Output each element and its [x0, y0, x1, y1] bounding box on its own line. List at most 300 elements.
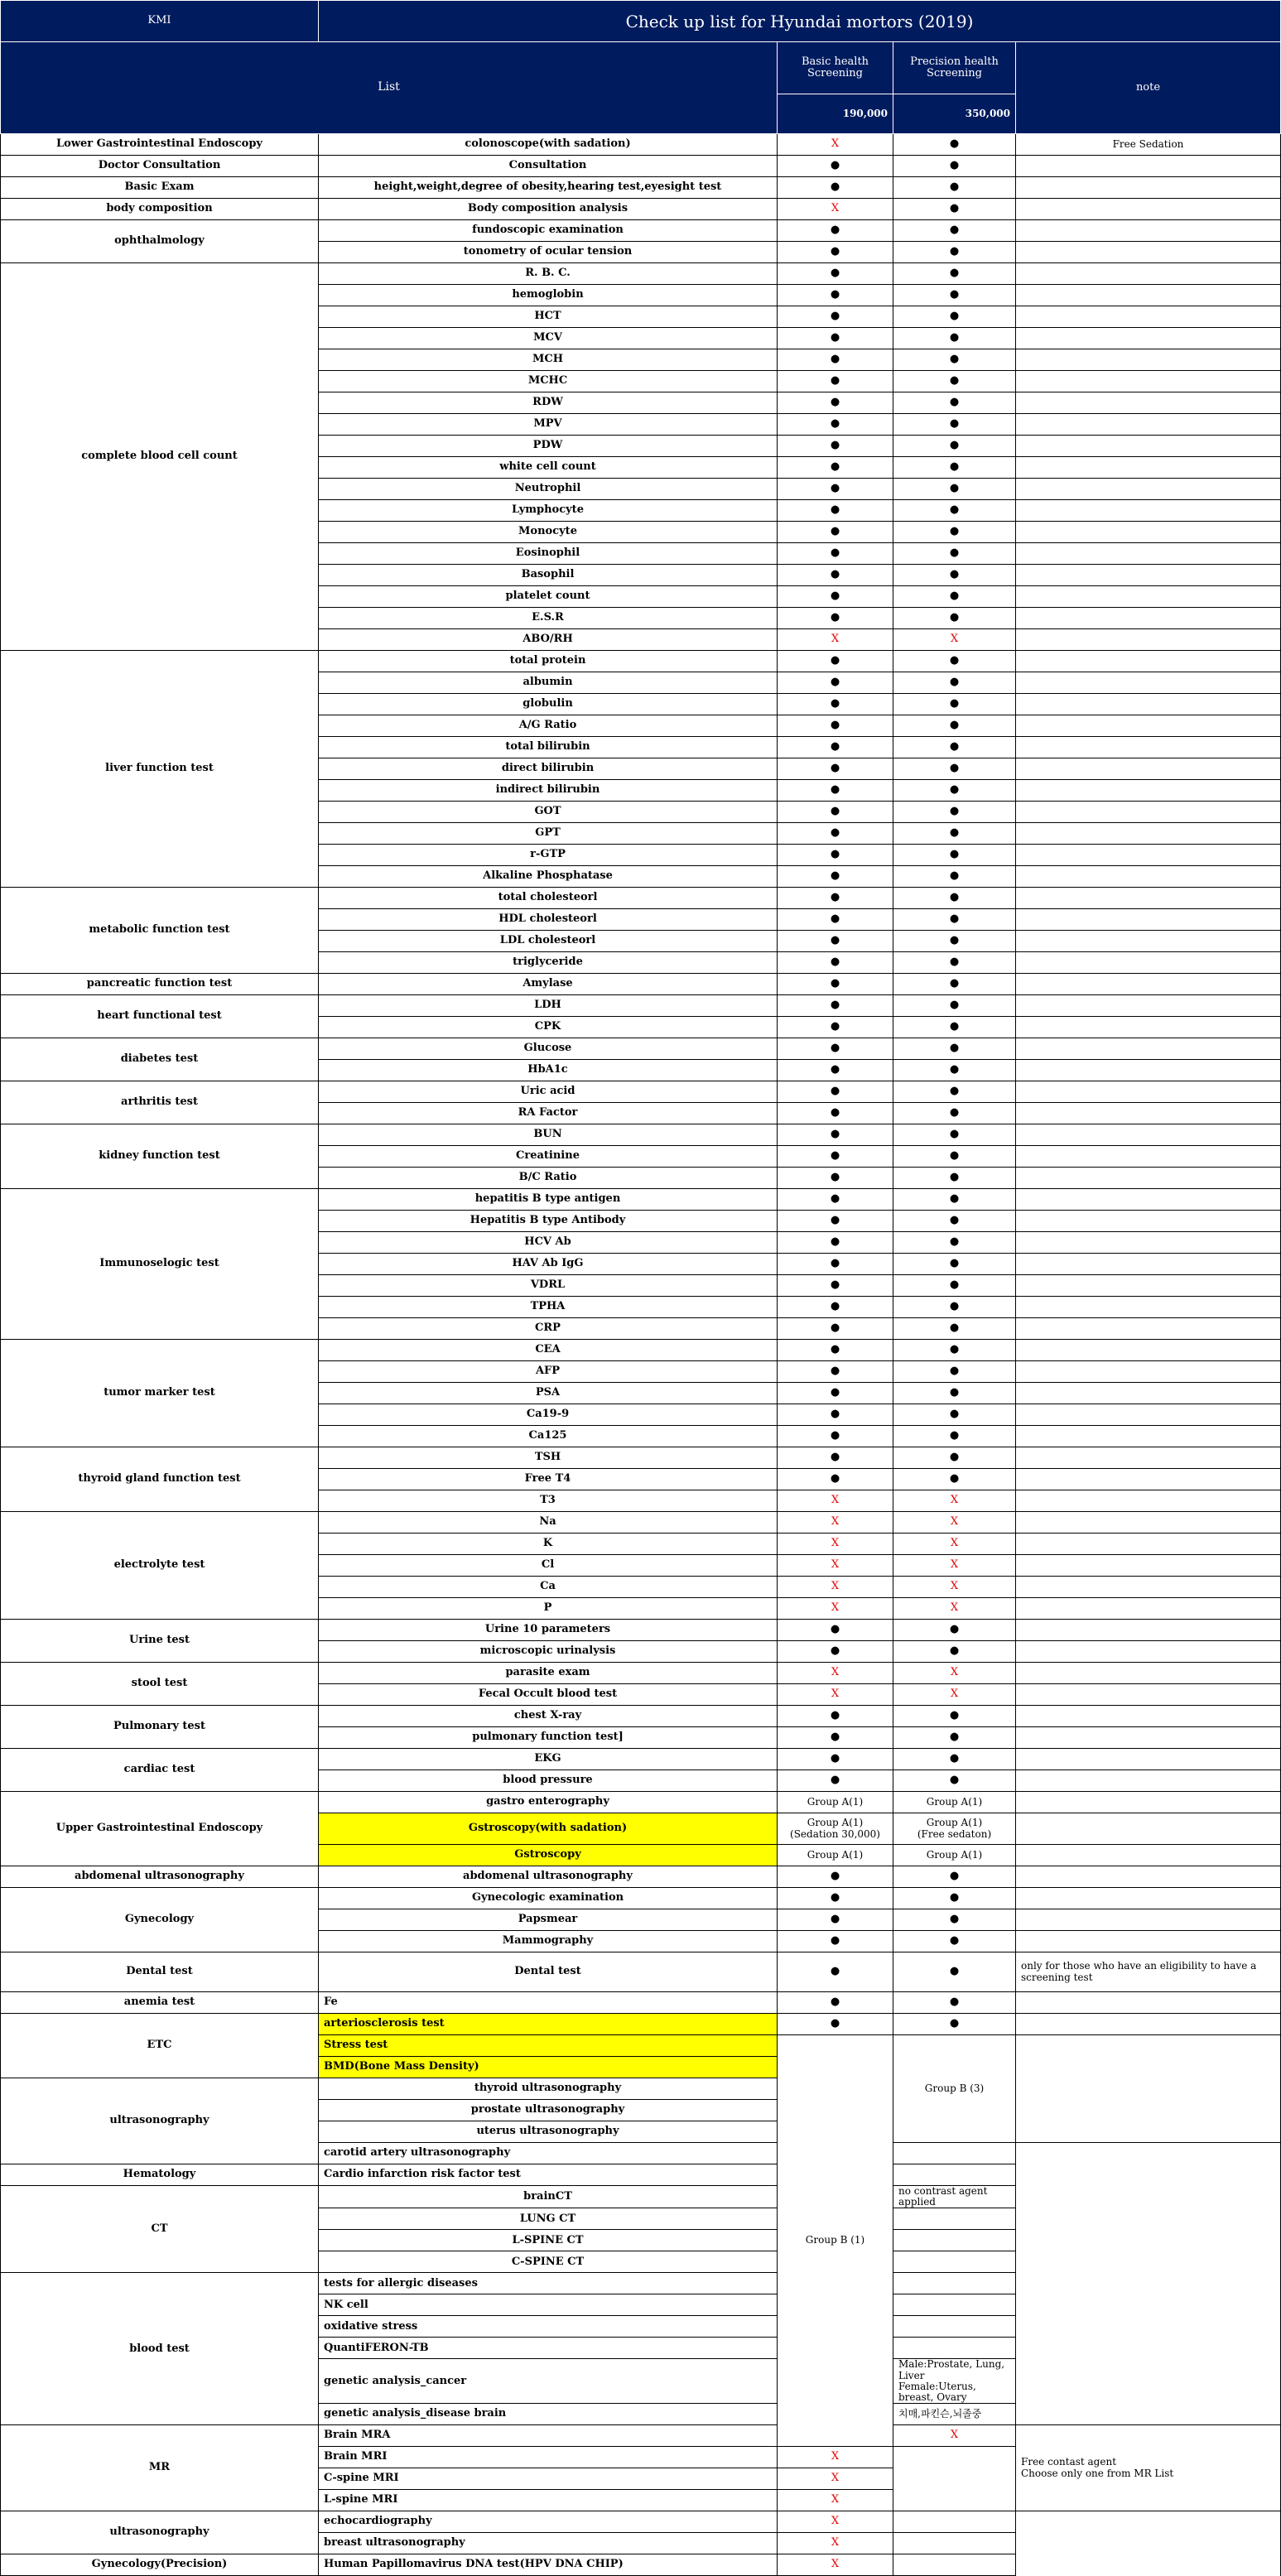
basic-cell: ● — [778, 909, 893, 931]
item-cell: Stress test — [319, 2035, 778, 2057]
item-cell: colonoscope(with sadation) — [319, 134, 778, 156]
note-cell — [1016, 672, 1281, 694]
item-cell: TSH — [319, 1447, 778, 1469]
basic-cell: ● — [778, 1866, 893, 1888]
table-row — [1, 1663, 1281, 1684]
category-cell: ultrasonography — [1, 2078, 319, 2164]
table-row — [1, 1038, 1281, 1060]
item-cell: Brain MRI — [319, 2447, 778, 2468]
item-cell: oxidative stress — [319, 2316, 778, 2338]
table-row — [1, 220, 1281, 242]
note-cell — [1016, 586, 1281, 608]
group-label: Group A(1) — [807, 1817, 864, 1829]
note-cell — [1016, 1103, 1281, 1124]
item-cell: tests for allergic diseases — [319, 2273, 778, 2294]
precision-cell: ● — [893, 371, 1016, 392]
basic-cell: ● — [778, 866, 893, 888]
item-cell: L-SPINE CT — [319, 2230, 778, 2251]
table-row — [1, 134, 1281, 156]
note-cell: 치매,파킨슨,뇌졸중 — [893, 2404, 1016, 2425]
item-cell: Papsmear — [319, 1909, 778, 1931]
precision-cell: Group A(1) — [893, 1792, 1016, 1813]
category-cell: Immunoselogic test — [1, 1189, 319, 1340]
item-cell: Urine 10 parameters — [319, 1620, 778, 1641]
basic-cell: ● — [778, 1103, 893, 1124]
precision-cell: ● — [893, 328, 1016, 349]
item-cell: A/G Ratio — [319, 715, 778, 737]
precision-cell — [893, 1813, 1016, 1845]
basic-cell: ● — [778, 1318, 893, 1340]
item-cell: PDW — [319, 436, 778, 457]
note-cell — [1016, 629, 1281, 651]
precision-cell: ● — [893, 651, 1016, 672]
item-cell: r-GTP — [319, 845, 778, 866]
precision-cell: ● — [893, 1211, 1016, 1232]
note-cell — [1016, 1555, 1281, 1577]
item-cell: direct bilirubin — [319, 758, 778, 780]
item-cell: Basophil — [319, 565, 778, 586]
basic-cell: X — [778, 1684, 893, 1706]
basic-cell: X — [778, 2554, 893, 2576]
precision-cell: ● — [893, 1275, 1016, 1297]
note-cell — [1016, 1577, 1281, 1598]
basic-cell: ● — [778, 1211, 893, 1232]
precision-cell: ● — [893, 888, 1016, 909]
precision-cell: ● — [893, 1060, 1016, 1081]
precision-cell: ● — [893, 1124, 1016, 1146]
category-cell: electrolyte test — [1, 1512, 319, 1620]
note-cell — [1016, 608, 1281, 629]
precision-cell: ● — [893, 1340, 1016, 1361]
item-cell: GOT — [319, 802, 778, 823]
note-cell — [1016, 1038, 1281, 1060]
table-row — [1, 1749, 1281, 1770]
precision-cell: ● — [893, 1620, 1016, 1641]
basic-cell: ● — [778, 1888, 893, 1909]
precision-cell: ● — [893, 995, 1016, 1017]
item-cell: Gstroscopy(with sadation) — [319, 1813, 778, 1845]
item-cell: Gstroscopy — [319, 1845, 778, 1866]
precision-cell: ● — [893, 349, 1016, 371]
note-cell — [1016, 1146, 1281, 1168]
item-cell: K — [319, 1534, 778, 1555]
basic-cell: ● — [778, 177, 893, 199]
note-cell — [1016, 522, 1281, 543]
item-cell: Body composition analysis — [319, 199, 778, 220]
basic-cell: ● — [778, 995, 893, 1017]
basic-cell: ● — [778, 1124, 893, 1146]
note-cell — [1016, 1318, 1281, 1340]
category-cell: abdomenal ultrasonography — [1, 1866, 319, 1888]
category-cell: liver function test — [1, 651, 319, 888]
note-cell — [1016, 1727, 1281, 1749]
note-cell — [1016, 1017, 1281, 1038]
basic-cell: ● — [778, 156, 893, 177]
page-title: Check up list for Hyundai mortors (2019) — [319, 1, 1281, 42]
precision-cell: ● — [893, 522, 1016, 543]
item-cell: Consultation — [319, 156, 778, 177]
item-cell: EKG — [319, 1749, 778, 1770]
note-cell — [1016, 780, 1281, 802]
item-cell: Fecal Occult blood test — [319, 1684, 778, 1706]
table-row — [1, 888, 1281, 909]
checkup-tail — [1, 1792, 1281, 2576]
category-cell: diabetes test — [1, 1038, 319, 1081]
item-cell: white cell count — [319, 457, 778, 479]
org-name: KMI — [1, 1, 319, 42]
table-row — [1, 1620, 1281, 1641]
item-cell: TPHA — [319, 1297, 778, 1318]
item-cell: RDW — [319, 392, 778, 414]
category-cell: Urine test — [1, 1620, 319, 1663]
note-cell — [1016, 1598, 1281, 1620]
item-cell: CEA — [319, 1340, 778, 1361]
basic-cell: X — [778, 2468, 893, 2490]
note-cell — [1016, 1211, 1281, 1232]
note-cell — [1016, 1340, 1281, 1361]
item-cell: NK cell — [319, 2294, 778, 2316]
table-row — [1, 177, 1281, 199]
note-cell — [1016, 1426, 1281, 1447]
note-cell — [893, 2230, 1016, 2251]
item-cell: Free T4 — [319, 1469, 778, 1490]
item-cell: Cardio infarction risk factor test — [319, 2164, 778, 2186]
item-cell: P — [319, 1598, 778, 1620]
basic-cell: X — [893, 2425, 1016, 2447]
basic-cell: ● — [778, 1952, 893, 1992]
basic-cell: X — [778, 134, 893, 156]
precision-cell: ● — [893, 1931, 1016, 1952]
basic-cell: ● — [778, 1297, 893, 1318]
precision-cell: X — [893, 1684, 1016, 1706]
basic-cell: ● — [778, 1189, 893, 1211]
table-row — [1, 1340, 1281, 1361]
basic-price: 190,000 — [778, 94, 893, 134]
item-cell: triglyceride — [319, 952, 778, 974]
item-cell: hepatitis B type antigen — [319, 1189, 778, 1211]
basic-cell: ● — [778, 888, 893, 909]
item-cell: LDL cholesteorl — [319, 931, 778, 952]
basic-cell: ● — [778, 1931, 893, 1952]
precision-cell: ● — [893, 1318, 1016, 1340]
item-cell: HbA1c — [319, 1060, 778, 1081]
precision-cell: ● — [893, 1189, 1016, 1211]
precision-cell: ● — [893, 1706, 1016, 1727]
item-cell: RA Factor — [319, 1103, 778, 1124]
basic-cell: ● — [778, 2014, 893, 2035]
note-cell — [1016, 715, 1281, 737]
group-b3-cell: Group B (3) — [893, 2035, 1016, 2143]
basic-cell: Group A(1) — [778, 1792, 893, 1813]
note-cell — [893, 2554, 1016, 2576]
precision-cell: ● — [893, 220, 1016, 242]
note-cell — [1016, 156, 1281, 177]
note-cell — [1016, 1866, 1281, 1888]
note-cell — [1016, 2035, 1281, 2143]
basic-cell: ● — [778, 1641, 893, 1663]
note-cell — [1016, 1361, 1281, 1383]
basic-cell: ● — [778, 1361, 893, 1383]
basic-cell: X — [778, 629, 893, 651]
basic-cell: ● — [778, 1404, 893, 1426]
basic-cell: Group A(1) — [778, 1845, 893, 1866]
precision-cell: ● — [893, 974, 1016, 995]
item-cell: Creatinine — [319, 1146, 778, 1168]
precision-cell: ● — [893, 1081, 1016, 1103]
checkup-body — [1, 134, 1281, 1792]
note-cell — [1016, 931, 1281, 952]
item-cell: CPK — [319, 1017, 778, 1038]
category-cell: MR — [1, 2425, 319, 2511]
precision-cell: ● — [893, 1888, 1016, 1909]
precision-cell: ● — [893, 1469, 1016, 1490]
note-cell — [893, 2143, 1016, 2164]
item-cell: indirect bilirubin — [319, 780, 778, 802]
category-cell: arthritis test — [1, 1081, 319, 1124]
basic-cell: ● — [778, 1081, 893, 1103]
item-cell: HAV Ab IgG — [319, 1254, 778, 1275]
table-row — [1, 263, 1281, 285]
note-cell — [1016, 823, 1281, 845]
note-cell — [1016, 1845, 1281, 1866]
item-cell: Neutrophil — [319, 479, 778, 500]
category-cell: ETC — [1, 2014, 319, 2078]
basic-cell: X — [778, 1663, 893, 1684]
item-cell: echocardiography — [319, 2511, 778, 2533]
category-cell: Basic Exam — [1, 177, 319, 199]
category-cell: Gynecology — [1, 1888, 319, 1952]
note-cell — [1016, 1620, 1281, 1641]
basic-cell: ● — [778, 1060, 893, 1081]
basic-cell: X — [778, 1512, 893, 1534]
note-cell — [1016, 802, 1281, 823]
item-cell: Human Papillomavirus DNA test(HPV DNA CHIP) — [319, 2554, 778, 2576]
note-cell — [1016, 220, 1281, 242]
note-line: Choose only one from MR List — [1021, 2467, 1174, 2479]
note-cell — [1016, 1168, 1281, 1189]
basic-cell: ● — [778, 1275, 893, 1297]
item-cell: carotid artery ultrasonography — [319, 2143, 778, 2164]
item-cell: HDL cholesteorl — [319, 909, 778, 931]
note-cell: Free Sedation — [1016, 134, 1281, 156]
note-cell — [1016, 758, 1281, 780]
precision-cell: ● — [893, 543, 1016, 565]
note-cell — [1016, 1060, 1281, 1081]
item-cell: BMD(Bone Mass Density) — [319, 2057, 778, 2078]
category-cell: Gynecology(Precision) — [1, 2554, 319, 2576]
item-cell: HCV Ab — [319, 1232, 778, 1254]
note-cell — [1016, 1081, 1281, 1103]
precision-cell: ● — [893, 845, 1016, 866]
note-cell — [1016, 651, 1281, 672]
note-cell — [1016, 1124, 1281, 1146]
group-sub: (Free sedaton) — [917, 1827, 992, 1840]
note-cell — [1016, 974, 1281, 995]
item-cell: QuantiFERON-TB — [319, 2338, 778, 2359]
item-cell: VDRL — [319, 1275, 778, 1297]
note-cell — [893, 2164, 1016, 2186]
note-cell — [1016, 1447, 1281, 1469]
precision-cell: ● — [893, 1361, 1016, 1383]
note-cell — [1016, 436, 1281, 457]
precision-cell: ● — [893, 177, 1016, 199]
item-cell: gastro enterography — [319, 1792, 778, 1813]
precision-cell: ● — [893, 1952, 1016, 1992]
table-row — [1, 651, 1281, 672]
note-line: Male:Prostate, Lung, Liver — [898, 2358, 1005, 2381]
basic-cell: ● — [778, 1038, 893, 1060]
table-row — [1, 1124, 1281, 1146]
category-cell: thyroid gland function test — [1, 1447, 319, 1512]
note-cell — [1016, 1297, 1281, 1318]
group-label: Group A(1) — [926, 1817, 983, 1829]
item-cell: Lymphocyte — [319, 500, 778, 522]
basic-cell: ● — [778, 565, 893, 586]
basic-cell: ● — [778, 328, 893, 349]
item-cell: blood pressure — [319, 1770, 778, 1792]
note-cell — [1016, 694, 1281, 715]
note-cell — [1016, 866, 1281, 888]
precision-cell: ● — [893, 565, 1016, 586]
item-cell: GPT — [319, 823, 778, 845]
precision-cell: ● — [893, 1447, 1016, 1469]
group-b1-cell: Group B (1) — [778, 2035, 893, 2447]
basic-header: Basic health Screening — [778, 42, 893, 94]
note-cell — [1016, 2425, 1281, 2511]
precision-cell: ● — [893, 1727, 1016, 1749]
category-cell: CT — [1, 2186, 319, 2273]
note-cell — [1016, 1706, 1281, 1727]
note-line: Female:Uterus, breast, Ovary — [898, 2380, 976, 2403]
note-cell — [1016, 888, 1281, 909]
group-sub: (Sedation 30,000) — [790, 1827, 880, 1840]
category-cell: Lower Gastrointestinal Endoscopy — [1, 134, 319, 156]
basic-cell: X — [778, 1598, 893, 1620]
precision-cell: ● — [893, 1404, 1016, 1426]
basic-cell: ● — [778, 1727, 893, 1749]
precision-cell: X — [893, 1534, 1016, 1555]
basic-cell: ● — [778, 1706, 893, 1727]
precision-cell: ● — [893, 479, 1016, 500]
item-cell: Glucose — [319, 1038, 778, 1060]
table-row — [1, 199, 1281, 220]
item-cell: Ca19-9 — [319, 1404, 778, 1426]
basic-cell: ● — [778, 414, 893, 436]
note-cell — [1016, 1749, 1281, 1770]
note-cell — [1016, 1641, 1281, 1663]
table-row — [1, 1189, 1281, 1211]
precision-cell: ● — [893, 694, 1016, 715]
note-cell — [1016, 500, 1281, 522]
note-cell — [893, 2316, 1016, 2338]
item-cell: microscopic urinalysis — [319, 1641, 778, 1663]
item-cell: C-spine MRI — [319, 2468, 778, 2490]
precision-cell: ● — [893, 1909, 1016, 1931]
item-cell: AFP — [319, 1361, 778, 1383]
note-cell — [1016, 1275, 1281, 1297]
precision-cell: ● — [893, 1232, 1016, 1254]
basic-cell: ● — [778, 672, 893, 694]
precision-cell: ● — [893, 1254, 1016, 1275]
precision-cell: X — [893, 1555, 1016, 1577]
note-cell — [1016, 565, 1281, 586]
item-cell: Ca — [319, 1577, 778, 1598]
precision-cell: ● — [893, 672, 1016, 694]
note-cell — [1016, 845, 1281, 866]
item-cell: arteriosclerosis test — [319, 2014, 778, 2035]
item-cell: Fe — [319, 1992, 778, 2014]
basic-cell: ● — [778, 931, 893, 952]
item-cell: T3 — [319, 1490, 778, 1512]
precision-cell: ● — [893, 414, 1016, 436]
basic-cell: ● — [778, 1620, 893, 1641]
basic-cell: ● — [778, 1383, 893, 1404]
precision-cell: ● — [893, 1992, 1016, 2014]
note-cell — [1016, 414, 1281, 436]
precision-cell: ● — [893, 1641, 1016, 1663]
item-cell: genetic analysis_cancer — [319, 2359, 778, 2404]
note-cell — [1016, 1909, 1281, 1931]
precision-cell: ● — [893, 909, 1016, 931]
note-cell — [1016, 543, 1281, 565]
basic-cell: ● — [778, 1426, 893, 1447]
item-cell: genetic analysis_disease brain — [319, 2404, 778, 2425]
basic-cell: ● — [778, 1447, 893, 1469]
item-cell: BUN — [319, 1124, 778, 1146]
item-cell: Amylase — [319, 974, 778, 995]
basic-cell: ● — [778, 694, 893, 715]
precision-cell: ● — [893, 952, 1016, 974]
precision-cell: Group A(1) — [893, 1845, 1016, 1866]
precision-cell: X — [893, 1512, 1016, 1534]
item-cell: Monocyte — [319, 522, 778, 543]
precision-cell: ● — [893, 866, 1016, 888]
precision-cell: ● — [893, 1017, 1016, 1038]
note-cell — [1016, 909, 1281, 931]
basic-cell: ● — [778, 974, 893, 995]
precision-cell: ● — [893, 1146, 1016, 1168]
item-cell: MPV — [319, 414, 778, 436]
basic-cell: ● — [778, 522, 893, 543]
category-cell: ultrasonography — [1, 2511, 319, 2554]
basic-cell: X — [778, 1555, 893, 1577]
precision-header: Precision health Screening — [893, 42, 1016, 94]
item-cell: parasite exam — [319, 1663, 778, 1684]
item-cell: R. B. C. — [319, 263, 778, 285]
category-cell: Hematology — [1, 2164, 319, 2186]
basic-cell: ● — [778, 651, 893, 672]
item-cell: prostate ultrasonography — [319, 2100, 778, 2121]
note-cell — [1016, 349, 1281, 371]
note-cell — [1016, 2014, 1281, 2035]
basic-cell: ● — [778, 780, 893, 802]
basic-cell: ● — [778, 1992, 893, 2014]
basic-cell: ● — [778, 1749, 893, 1770]
table-row — [1, 1447, 1281, 1469]
note-cell — [1016, 1383, 1281, 1404]
table-row — [1, 974, 1281, 995]
precision-cell: X — [893, 1490, 1016, 1512]
note-line: Free contast agent — [1021, 2456, 1117, 2468]
precision-cell: ● — [893, 758, 1016, 780]
precision-cell: ● — [893, 1749, 1016, 1770]
table-row — [1, 1706, 1281, 1727]
note-cell — [1016, 177, 1281, 199]
note-cell — [1016, 457, 1281, 479]
item-cell: Gynecologic examination — [319, 1888, 778, 1909]
note-cell — [1016, 199, 1281, 220]
item-cell: total protein — [319, 651, 778, 672]
